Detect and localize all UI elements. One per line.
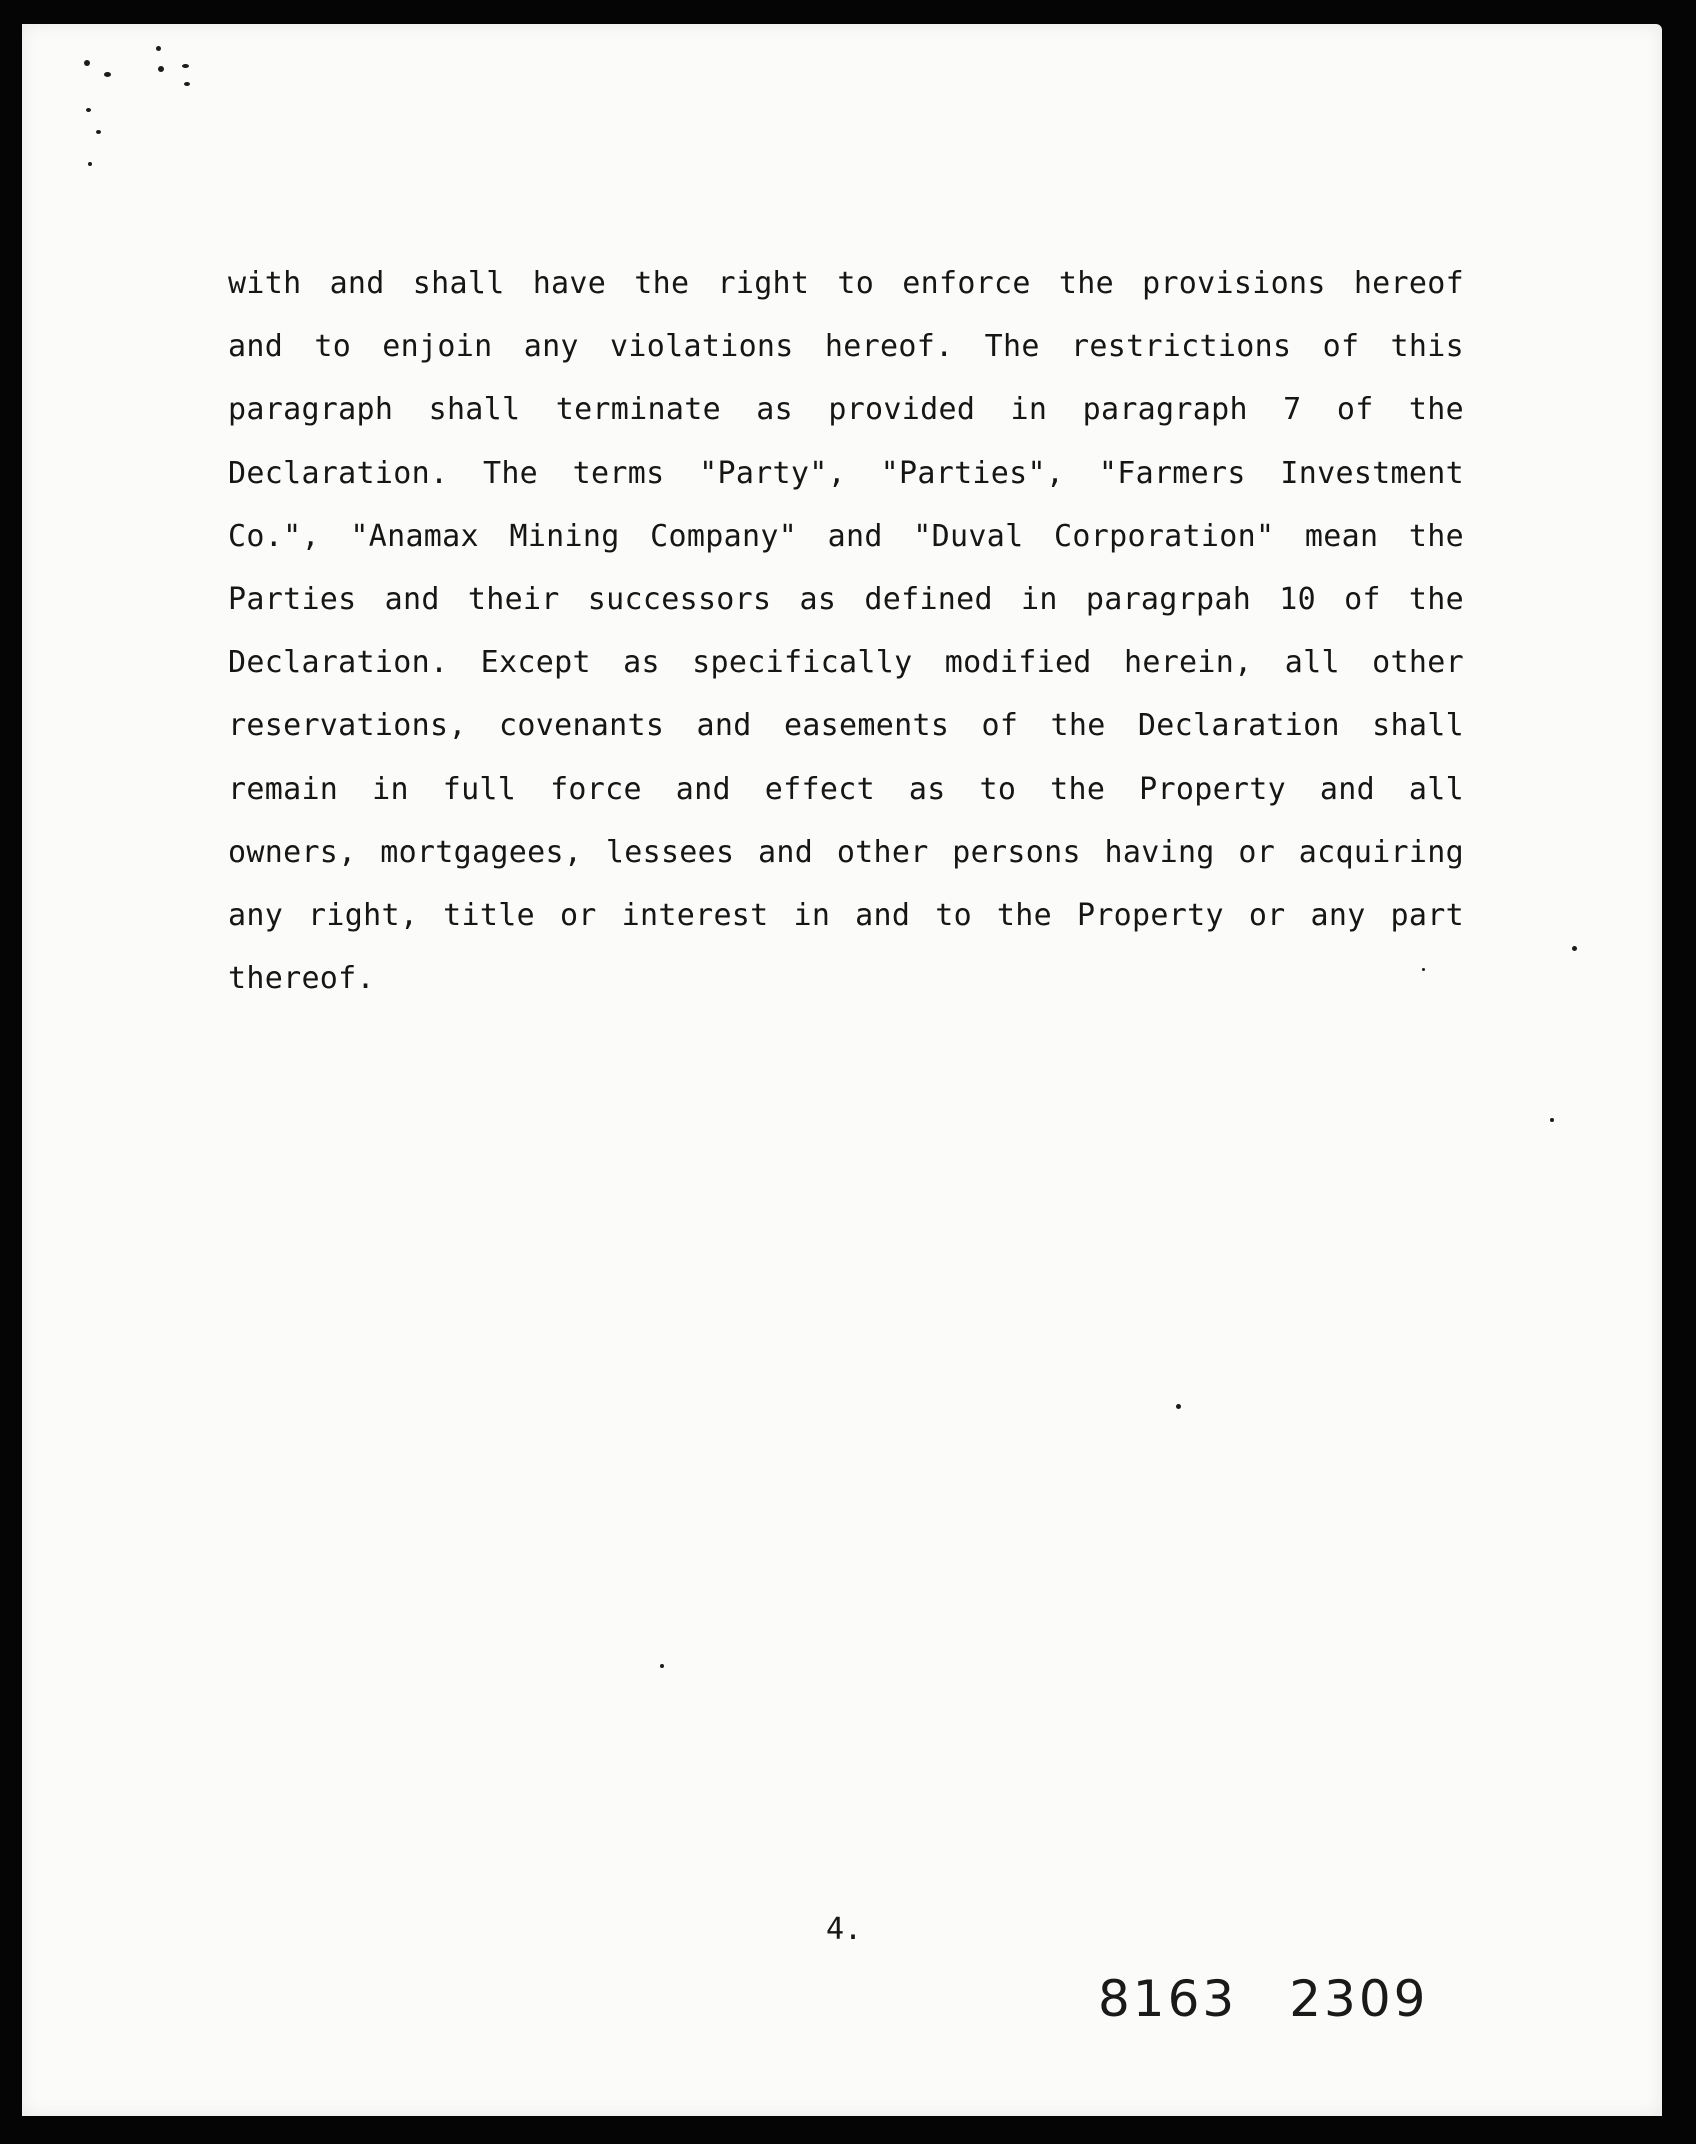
body-line: Co.", "Anamax Mining Company" and "Duval Corporation" mean the [228, 518, 1464, 554]
scan-speck [1572, 946, 1577, 951]
body-line: remain in full force and effect as to the Property and all [228, 771, 1464, 807]
scan-speck [96, 130, 101, 134]
body-line: paragraph shall terminate as provided in paragraph 7 of the [228, 392, 1464, 428]
body-line: owners, mortgagees, lessees and other persons having or acquiring [228, 834, 1464, 870]
scan-speck [84, 60, 90, 66]
scan-speck [660, 1664, 664, 1668]
declaration-body-text [228, 252, 1464, 1010]
recording-page-number: 2309 [1289, 1970, 1429, 2028]
body-line: and to enjoin any violations hereof. The restrictions of this [228, 329, 1464, 365]
body-line: Parties and their successors as defined in paragrpah 10 of the [228, 581, 1464, 617]
scan-speck [182, 64, 189, 68]
body-line: Declaration. Except as specifically modified herein, all other [228, 645, 1464, 681]
scan-speck [86, 108, 91, 112]
scan-speck [158, 66, 164, 72]
scan-speck [88, 162, 92, 166]
scan-speck [1176, 1404, 1181, 1409]
body-line: Declaration. The terms "Party", "Parties", "Farmers Investment [228, 455, 1464, 491]
recording-book-number: 8163 [1098, 1970, 1238, 2028]
recording-number [1098, 1970, 1429, 2028]
scan-speck [184, 82, 190, 86]
scan-speck [1550, 1118, 1554, 1122]
page-number: 4. [826, 1912, 863, 1947]
body-line: with and shall have the right to enforce the provisions hereof [228, 266, 1464, 301]
body-line: reservations, covenants and easements of the Declaration shall [228, 708, 1464, 744]
scan-speck [104, 72, 111, 77]
scan-speck [156, 46, 161, 51]
body-line: thereof. [228, 961, 375, 997]
body-line: any right, title or interest in and to the Property or any part [228, 897, 1464, 933]
